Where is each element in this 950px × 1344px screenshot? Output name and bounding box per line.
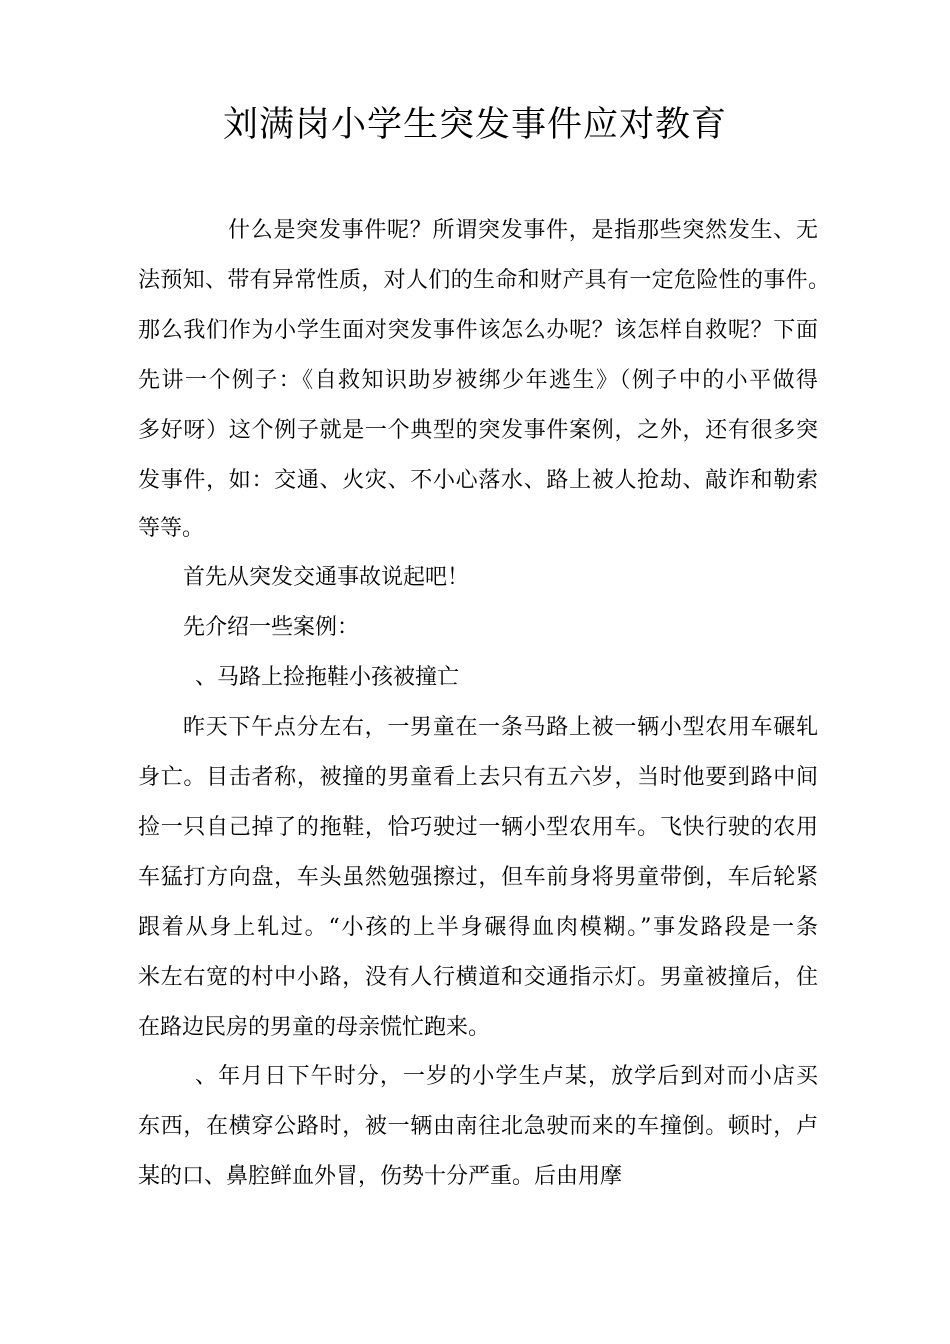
case-1-line-1: 昨天下午点分左右，一男童在一条马路上被一辆小型农用车碾轧	[183, 715, 818, 740]
case-2-line-1: 、年月日下午时分，一岁的小学生卢某，放学后到对而小店买	[195, 1064, 818, 1089]
case-2-line-3: 某的口、鼻腔鲜血外冒，伤势十分严重。后由用摩	[138, 1164, 623, 1189]
paragraph-1-line-7: 等等。	[138, 516, 205, 541]
case-1-line-5: 跟着从身上轧过。“小孩的上半身碾得血肉模糊。”事发路段是一条	[138, 915, 818, 940]
paragraph-1-line-3: 那么我们作为小学生面对突发事件该怎么办呢？该怎样自救呢？下面	[138, 318, 818, 343]
case-1-line-2: 身亡。目击者称，被撞的男童看上去只有五六岁，当时他要到路中间	[138, 765, 818, 790]
case-1-line-4: 车猛打方向盘，车头虽然勉强擦过，但车前身将男童带倒，车后轮紧	[138, 865, 818, 890]
case-1-line-6: 米左右宽的村中小路，没有人行横道和交通指示灯。男童被撞后，住	[138, 965, 818, 990]
paragraph-3: 先介绍一些案例：	[183, 615, 360, 640]
case-2-line-2: 东西，在横穿公路时，被一辆由南往北急驶而来的车撞倒。顿时，卢	[138, 1114, 818, 1139]
case-1-line-7: 在路边民房的男童的母亲慌忙跑来。	[138, 1015, 491, 1040]
paragraph-2: 首先从突发交通事故说起吧！	[183, 565, 470, 590]
case-1-line-3: 捡一只自己掉了的拖鞋，恰巧驶过一辆小型农用车。飞快行驶的农用	[138, 815, 818, 840]
document-title: 刘满岗小学生突发事件应对教育	[222, 105, 727, 145]
paragraph-1-line-1: 什么是突发事件呢？所谓突发事件，是指那些突然发生、无	[228, 218, 818, 243]
paragraph-1-line-2: 法预知、带有异常性质，对人们的生命和财产具有一定危险性的事件。	[138, 268, 830, 293]
case-1-heading: 、马路上捡拖鞋小孩被撞亡	[195, 665, 460, 690]
paragraph-1-line-6: 发事件，如：交通、火灾、不小心落水、路上被人抢劫、敲诈和勒索	[138, 468, 818, 493]
paragraph-1-line-4: 先讲一个例子：《自救知识助岁被绑少年逃生》（例子中的小平做得	[138, 368, 818, 393]
paragraph-1-line-5: 多好呀）这个例子就是一个典型的突发事件案例，之外，还有很多突	[138, 418, 818, 443]
